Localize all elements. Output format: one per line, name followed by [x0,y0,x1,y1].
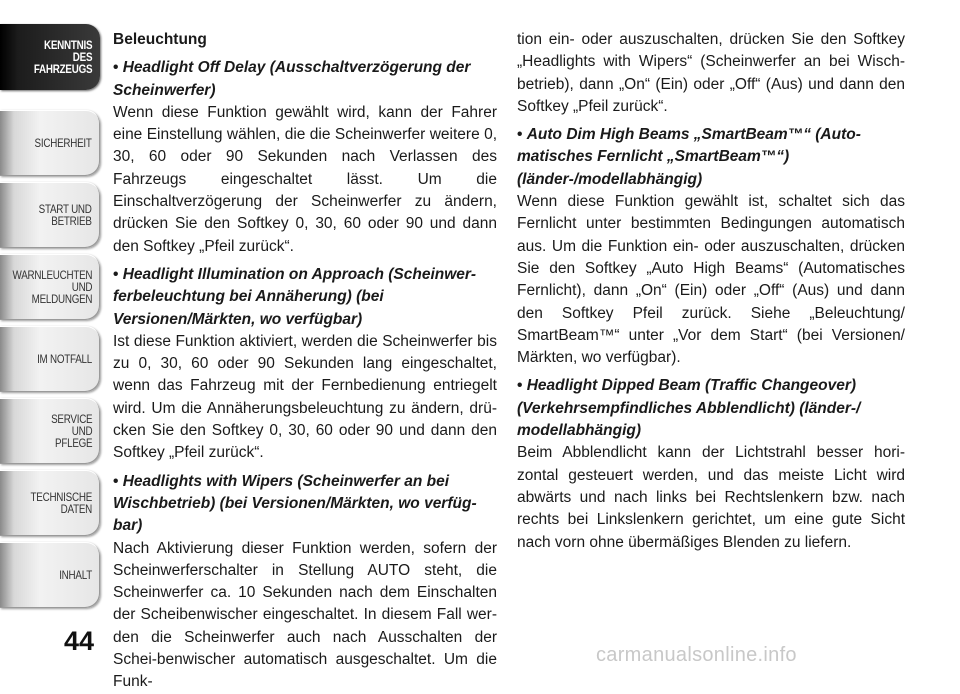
tab-label: KENNTNIS DES FAHRZEUGS [33,38,92,76]
tab-label: INHALT [59,568,92,582]
tab-label: WARNLEUCHTEN UND MELDUNGEN [12,268,92,306]
left-column [113,29,497,694]
tab-service-und-pflege[interactable] [0,398,100,464]
item-title: • Auto Dim High Beams „SmartBeam™“ (Auto-matisches Fernlicht „SmartBeam™“) (länder-/modellabhängig) [517,126,861,188]
item-title: • Headlight Dipped Beam (Traffic Changeover) (Verkehrsempfindliches Abblendlicht) (länder-/ modellabhängig) [517,377,861,440]
tab-inhalt[interactable] [0,542,100,608]
item-text: Nach Aktivierung dieser Funktion werden, sofern der Scheinwerferschalter in Stellung AUTO steht, die Scheinwerfer ca. 10 Sekunden nach dem Einschalten der Scheibenwischer eingeschaltet. In diesem Fall wer-den die Scheinwerfer auch nach Ausschalten der Schei-benwischer automatisch ausgeschaltet. Um die Funk- [113,539,497,691]
right-column [517,29,905,554]
tab-label: SERVICE UND PFLEGE [50,412,92,450]
item-title: • Headlight Illumination on Approach (Scheinwer-ferbeleuchtung bei Annäherung) (bei Versionen/Märkten, wo verfügbar) [113,265,477,328]
item-text: Beim Abblendlicht kann der Lichtstrahl besser hori-zontal gesteuert werden, und das meiste Licht wird abwärts und nach links bei Rechtslenkern bzw. nach rechts bei Linkslenkern gerichtet, um eine gute Sicht nach vorn ohne übermäßiges Blenden zu liefern. [517,444,905,551]
tab-im-notfall[interactable] [0,326,100,392]
item-title-text: Headlights with Wipers (Scheinwerfer an bei Wischbetrieb) (bei Versionen/Märkten, wo verfüg-bar) [113,472,477,535]
section-heading: Beleuchtung [113,31,207,48]
item-title: • Headlight Off Delay (Ausschaltverzögerung der Scheinwerfer) [113,59,471,99]
tab-sicherheit[interactable] [0,110,100,176]
page-number: 44 [64,626,95,656]
tab-technische-daten[interactable] [0,470,100,536]
watermark: carmanualsonline.info [596,644,797,666]
tab-start-und-betrieb[interactable] [0,182,100,248]
continuation-text: tion ein- oder auszuschalten, drücken Sie den Softkey „Headlights with Wipers“ (Scheinwerfer an bei Wisch-betrieb), dann „On“ (Ein) oder „Off“ (Aus) und dann den Softkey „Pfeil zurück“. [517,31,905,115]
chapter-tab-sidebar [0,0,104,678]
tab-label: IM NOTFALL [37,352,92,366]
item-title-text: Headlight Off Delay (Ausschaltverzögerung der Scheinwerfer) [113,59,471,99]
item-text: Ist diese Funktion aktiviert, werden die Scheinwerfer bis zu 0, 30, 60 oder 90 Sekunden lang eingeschaltet, wenn das Fahrzeug mit der Fernbedienung entriegelt wird. Um die Annäherungsbeleuchtung zu ändern, drü-cken Sie den Softkey 0, 30, 60 oder 90 und dann den Softkey „Pfeil zurück“. [113,332,497,462]
item-title-text: Auto Dim High Beams „SmartBeam™“ (Auto-matisches Fernlicht „SmartBeam™“) (länder-/modellabhängig) [517,126,861,188]
tab-kenntnis-des-fahrzeugs[interactable] [0,24,100,90]
item-text: Wenn diese Funktion gewählt ist, schaltet sich das Fernlicht unter bestimmten Bedingungen automatisch aus. Um die Funktion ein- oder auszuschalten, drücken Sie den Softkey „Auto High Beams“ (Automatisches Fernlicht), dann „On“ (Ein) oder „Off“ (Aus) und dann den Softkey Pfeil zurück. Siehe „Beleuchtung/ SmartBeam™“ unter „Vor dem Start“ (bei Versionen/ Märkten, wo verfügbar). [517,193,905,367]
tab-label: TECHNISCHE DATEN [30,490,92,516]
item-title-text: Headlight Illumination on Approach (Scheinwer-ferbeleuchtung bei Annäherung) (bei Versionen/Märkten, wo verfügbar) [113,265,477,328]
tab-label: START UND BETRIEB [38,202,92,228]
item-title-text: Headlight Dipped Beam (Traffic Changeover) (Verkehrsempfindliches Abblendlicht) (länder-/ modellabhängig) [517,377,861,440]
item-text: Wenn diese Funktion gewählt wird, kann der Fahrer eine Einstellung wählen, die die Scheinwerfer weitere 0, 30, 60 oder 90 Sekunden nach Verlassen des Fahrzeugs eingeschaltet lässt. Um die Einschaltverzögerung der Scheinwerfer zu ändern, drücken Sie den Softkey 0, 30, 60 oder 90 und dann den Softkey „Pfeil zurück“. [113,103,497,255]
tab-label: SICHERHEIT [34,136,92,150]
tab-warnleuchten-und-meldungen[interactable] [0,254,100,320]
item-title: • Headlights with Wipers (Scheinwerfer an bei Wischbetrieb) (bei Versionen/Märkten, wo verfüg-bar) [113,472,477,535]
